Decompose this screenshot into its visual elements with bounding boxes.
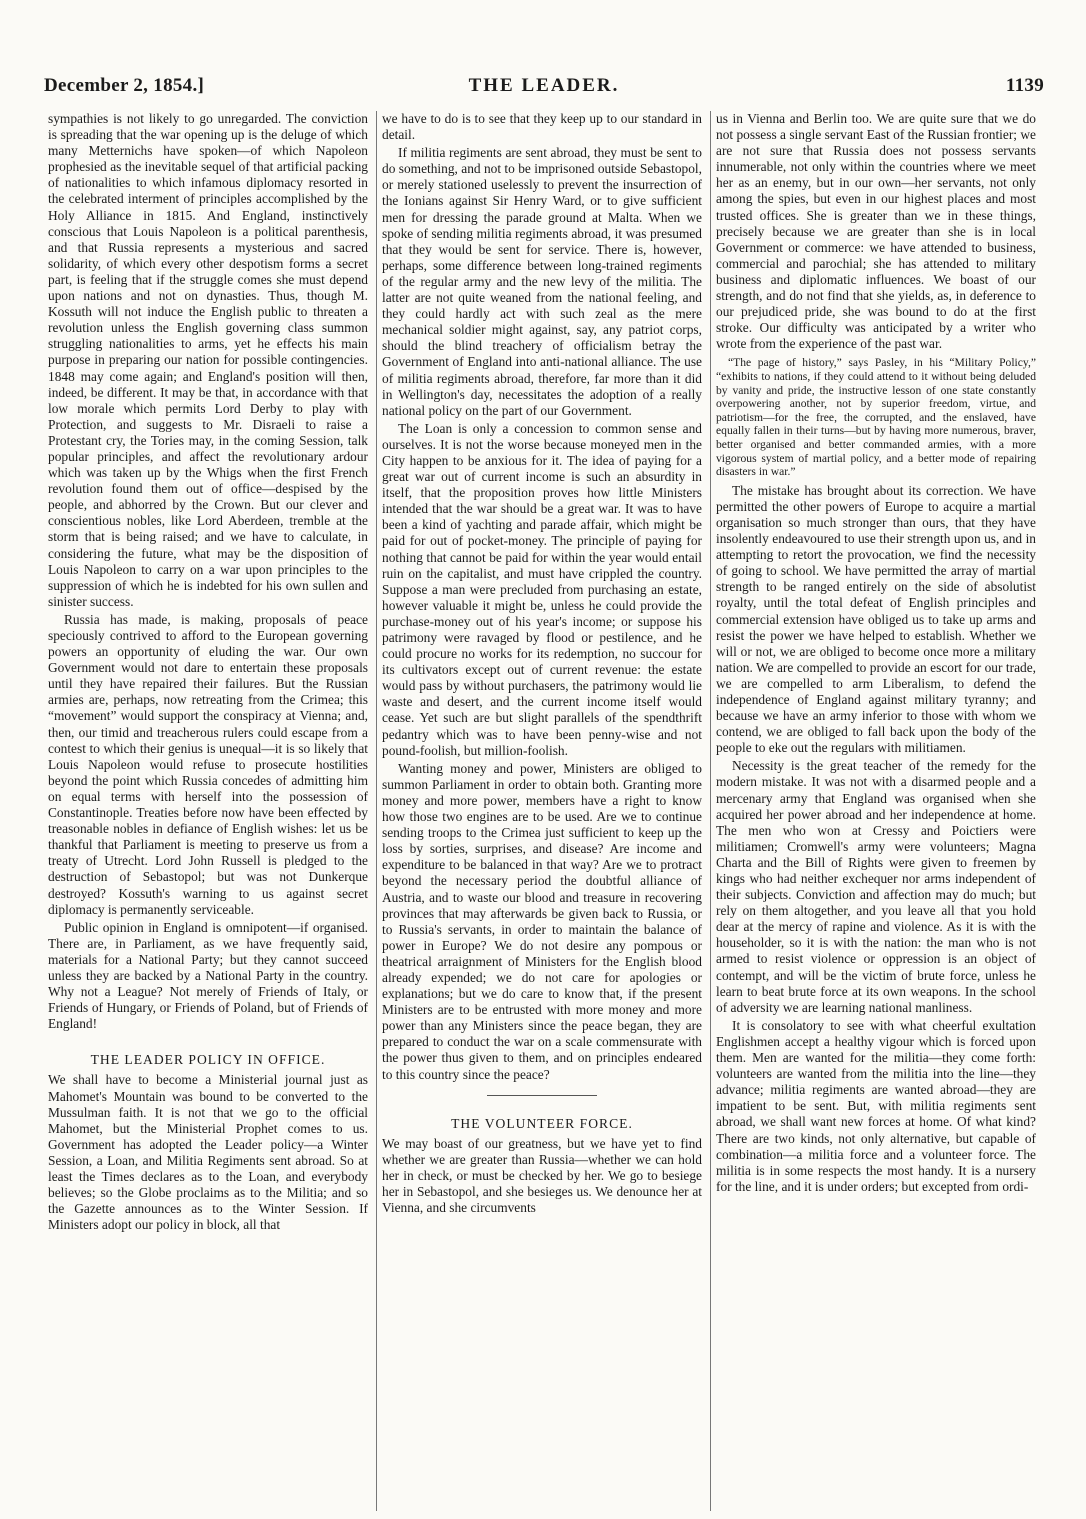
section-heading: THE LEADER POLICY IN OFFICE. xyxy=(90,1052,326,1068)
article-paragraph: Public opinion in England is omnipotent—if organised. There are, in Parliament, as we have frequently said, materials for a National Party; but they cannot succeed unless they are backed by a National Party in the country. Why not a League? Not merely of Friends of Italy, or Friends of Hungary, or Friends of Poland, but of Friends of England! xyxy=(48,919,368,1032)
column-middle xyxy=(382,111,702,1511)
page-header xyxy=(44,72,1044,100)
page-number: 1139 xyxy=(1005,75,1044,96)
article-paragraph: It is consolatory to see with what cheerful exultation Englishmen accept a healthy vigour which is forced upon them. Men are wanted for the militia—they come forth: volunteers are wanted from the militia into the line—they advance; militia regiments are wanted abroad—they are impatient to be sent. But, with militia regiments sent abroad, we shall want new forces at home. Of what kind? There are two kinds, not only alternative, but capable of combination—a militia force and a volunteer force. The militia is in some respects the most handy. It is a nursery for the line, and it is under orders; but excepted from ordi- xyxy=(716,1017,1036,1194)
section-heading: THE VOLUNTEER FORCE. xyxy=(451,1115,633,1131)
article-paragraph: Wanting money and power, Ministers are obliged to summon Parliament in order to obtain both. Granting more money and more power, members have a right to know how those two engines are to be used. Are we to continue sending troops to the Crimea just sufficient to keep up the loss by sorties, surprises, and disease? Are income and expenditure to be balanced in that way? Are we to protract beyond the necessary period the doubtful alliance of Austria, and to waste our blood and treasure in recovering provinces that may afterwards be given back to Russia, or to Russia's servants, in order to maintain the balance of power in Europe? We do not desire any pompous or theatrical arraignment of Ministers for the English blood already expended; we do not care for apologies or explanations; but we do care to know that, if the present Ministers are to be entrusted with more money and more power than any Ministers since the peace began, they are prepared to conduct the war on a scale commensurate with the power thus given to them, and on principles endeared to this country since the peace? xyxy=(382,760,702,1082)
block-quote: “The page of history,” says Pasley, in his “Military Policy,” “exhibits to nations, if they could attend to it without being deluded by vanity and pride, the instructive lesson of one state constantly overpowering another, not by superior freedom, virtue, and patriotism—for the free, the corrupted, and the enslaved, have equally fallen in their turns—but by having more numerous, braver, better organised and better commanded armies, with a more vigorous system of martial policy, and a better mode of repairing disasters in war.” xyxy=(716,356,1036,479)
column-right xyxy=(716,111,1036,1511)
issue-date: December 2, 1854.] xyxy=(44,75,205,96)
article-paragraph: Necessity is the great teacher of the remedy for the modern mistake. It was not with a disarmed people and a mercenary army that England was organised when she acquired her power abroad and her independence at home. The men who won at Cressy and Poictiers were militiamen; Cromwell's army were volunteers; Magna Charta and the Bill of Rights were given to freemen by kings who had neither exchequer nor arms independent of their subjects. Conviction and affection may do much; but rely on them altogether, and you leave all that you hold dear at the mercy of rapine and violence. As it is with the householder, so it is with the nation: the man who is not armed to resist violence or oppression is an object of contempt, and will be the victim of brute force, unless he learn to beat brute force at its own weapons. In the school of adversity we are learning national manliness. xyxy=(716,758,1036,1015)
article-paragraph: us in Vienna and Berlin too. We are quite sure that we do not possess a single servant East of the Russian frontier; we are not sure that Russia does not possess servants innumerable, not only within the countries where we meet her as an enemy, but in our own—her servants, not only among the spies, but even in our highest places and most trusted offices. She is greater than we in these things, precisely because we are greater than she is in local Government or commerce: we have attended to business, commercial and parochial; she has attended to military business and diplomatic influences. We boast of our strength, and do not find that she yields, as, in deference to our prejudiced pride, she was bound to do at the first stroke. Our difficulty was anticipated by a writer who wrote from the experience of the past war. xyxy=(716,111,1036,352)
column-divider xyxy=(710,111,711,1511)
article-paragraph: sympathies is not likely to go unregarded. The conviction is spreading that the war opening up is the deluge of which many Metternichs have spoken—of which Napoleon prophesied as the inevitable sequel of that artificial packing of nationalities to which infamous diplomacy resorted in the celebrated interment of principles accomplished by the Holy Alliance in 1815. And England, instinctively conscious that Louis Napoleon is a political parenthesis, and that Russia represents a mysterious and sacred solidarity, of which every other despotism forms a secret part, is feeling that if the struggle comes she must depend upon nations and not on dynasties. Thus, though M. Kossuth will not induce the English public to threaten a revolution unless the English governing class summon struggling nationalities to arms, yet he effects his main purpose in preparing our nation for possible contingencies. 1848 may come again; and England's position will then, indeed, be different. It may be that, in accordance with that low morale which permits Lord Derby to play with Protection, and suggests to Mr. Disraeli to raise a Protestant cry, the Tories may, in the coming Session, talk popular principles, and affect the revolutionary ardour which was taken up by the Whigs when the first French revolution found them out of office—despised by the people, and abhorred by the Crown. But our clever and conscientious nobles, like Lord Aberdeen, tremble at the storm that is being raised; and we have to calculate, in considering the future, what may be the disposition of Louis Napoleon to carry on a war upon principles to the suppression of which he is indebted for his own sullen and sinister success. xyxy=(48,111,368,609)
article-paragraph: If militia regiments are sent abroad, they must be sent to do something, and not to be imprisoned outside Sebastopol, or merely stationed uselessly to prevent the insurrection of the Ionians against Sir Henry Ward, or to give sufficient men for dressing the parade ground at Malta. When we spoke of sending militia regiments abroad, it was presumed that they would be sent for service. There is, however, perhaps, some difference between long-trained regiments of the regular army and the new levy of the militia. The latter are not quite weaned from the national feeling, and they could hardly act with such zeal as the mere mechanical soldier might against, say, any patriot corps, should the blind treachery of officialism betray the Government of England into anti-national alliance. The use of militia regiments abroad, therefore, far more than it did in Wellington's day, necessitates the adoption of a really national policy on the part of our Government. xyxy=(382,145,702,418)
article-paragraph: Russia has made, is making, proposals of peace speciously contrived to afford to the European governing powers an opportunity of eluding the war. Our own Government would not dare to entertain these proposals until they have repaired their failures. But the Russian armies are, perhaps, now retreating from the Crimea; this “movement” would support the conspiracy at Vienna; and, then, our timid and treacherous rulers could escape from a contest to which their genius is unequal—it is so likely that Louis Napoleon would refuse to prosecute hostilities beyond the point which Russia concedes of admitting him on equal terms with herself into the possession of Constantinople. Treaties before now have been effected by treasonable nobles in defiance of English wishes: let us be thankful that Parliament is meeting to preserve us from a treaty of Utrecht. Lord John Russell is pledged to the destruction of Sebastopol; but was not Dunkerque destroyed? Kossuth's warning to us against secret diplomacy is permanently serviceable. xyxy=(48,611,368,917)
article-paragraph: We shall have to become a Ministerial journal just as Mahomet's Mountain was bound to be converted to the Mussulman faith. It is not that we go to the official Mahomet, but the Ministerial Prophet comes to us. Government has adopted the Leader policy—a Winter Session, a Loan, and Militia Regiments sent abroad. So at least the Times declares as to the Loan, and everybody believes; so the Globe proclaims as to the Militia; and so the Gazette announces as to the Winter Session. If Ministers adopt our policy in block, all that xyxy=(48,1072,368,1233)
section-divider xyxy=(487,1095,597,1096)
article-paragraph: The mistake has brought about its correction. We have permitted the other powers of Europe to acquire a martial organisation so much stronger than ours, that they have insolently endeavoured to use their strength upon us, and in attempting to retort the provocation, we find the necessity of going to school. We have permitted the array of martial strength to be ranged entirely on the side of absolutist royalty, until the total defeat of English principles and commercial extension have obliged us to take up arms and resist the power we have helped to establish. Whether we will or not, we are obliged to become once more a military nation. We are compelled to provide an escort for our trade, we are compelled to arm Liberalism, to defend the independence of England against military tyranny; and because we have an army inferior to those with whom we contend, we are obliged to fall back upon the body of the people to eke out the regulars with militiamen. xyxy=(716,482,1036,756)
article-paragraph: The Loan is only a concession to common sense and ourselves. It is not the worse because moneyed men in the City happen to be anxious for it. The idea of paying for a great war out of current income is such an absurdity in itself, that the proposition proves how little Ministers intended that the war should be a great war. It was to have been a kind of yachting and parade affair, which might be paid for out of pocket-money. The principle of paying for nothing that cannot be paid for within the year would entail ruin on the capitalist, and must have crippled the country. Suppose a man were precluded from purchasing an estate, however valuable it might be, unless he could provide the purchase-money out of his year's income; or suppose his patrimony were ravaged by flood or pestilence, and he could procure no works for its redemption, no succour for its cultivators except out of current revenue: the estate would pass by without purchasers, the patrimony would lie waste and desert, and the current income itself would cease. Yet such are but slight parallels of the spendthrift pedantry which was to have been penny-wise and not pound-foolish, but million-foolish. xyxy=(382,420,702,758)
column-divider xyxy=(376,111,377,1511)
article-paragraph: We may boast of our greatness, but we have yet to find whether we are greater than Russia—whether we can hold her in check, or must be checked by her. We go to besiege her in Sebastopol, and she besieges us. We denounce her at Vienna, and she circumvents xyxy=(382,1135,702,1216)
masthead-title: THE LEADER. xyxy=(468,75,620,96)
article-paragraph: we have to do is to see that they keep up to our standard in detail. xyxy=(382,111,702,143)
column-left xyxy=(48,111,368,1511)
